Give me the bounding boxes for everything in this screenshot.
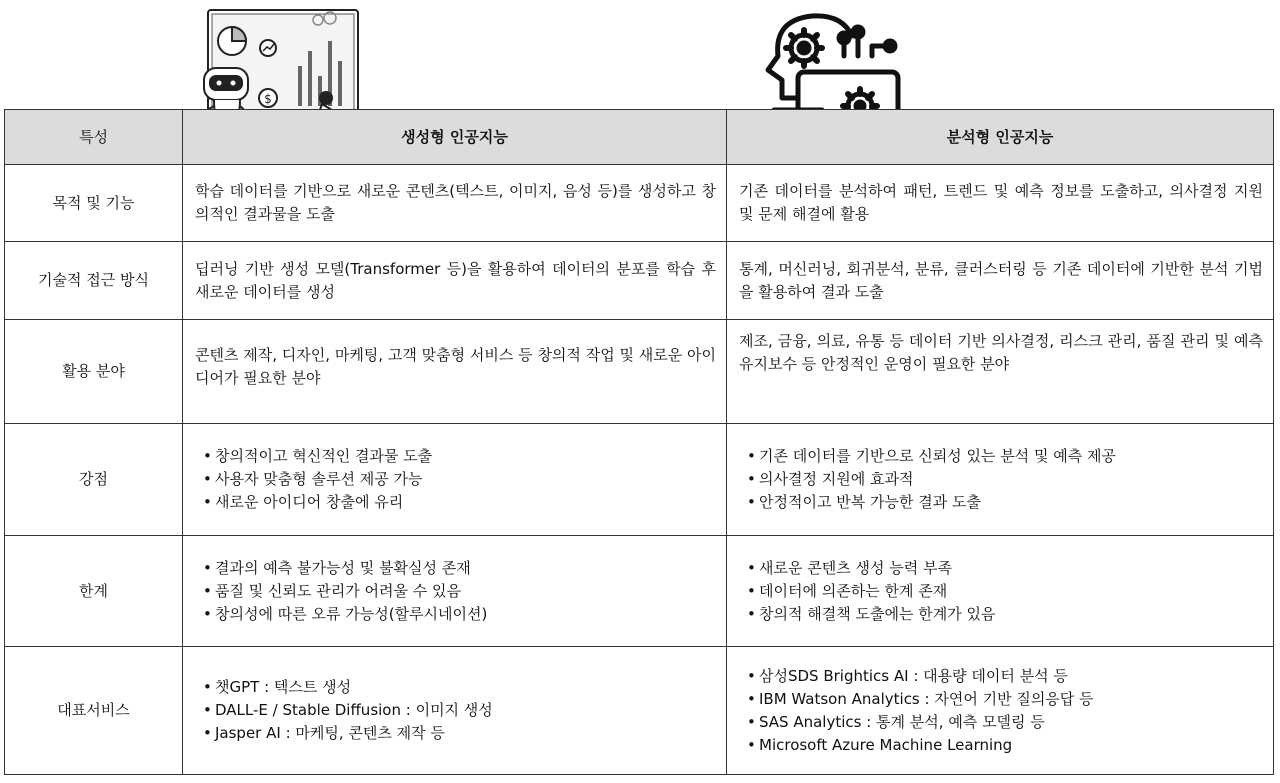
table-row: [5, 424, 1274, 536]
list-item: • 의사결정 지원에 효과적: [747, 468, 1263, 491]
row-label: 강점: [5, 424, 183, 536]
list-item: • 삼성SDS Brightics AI : 대용량 데이터 분석 등: [747, 665, 1263, 688]
list-item: • 창의성에 따른 오류 가능성(할루시네이션): [203, 603, 716, 626]
row-label: 활용 분야: [5, 320, 183, 424]
table-row: [5, 320, 1274, 424]
list-item: • DALL-E / Stable Diffusion : 이미지 생성: [203, 699, 716, 722]
row-label: 목적 및 기능: [5, 165, 183, 242]
list-item: • 창의적이고 혁신적인 결과물 도출: [203, 445, 716, 468]
analytical-ai-header: 분석형 인공지능: [727, 110, 1274, 165]
analytical-cell: 기존 데이터를 분석하여 패턴, 트렌드 및 예측 정보를 도출하고, 의사결정 지원 및 문제 해결에 활용: [727, 165, 1274, 242]
comparison-table: [4, 109, 1274, 775]
list-item: • 결과의 예측 불가능성 및 불확실성 존재: [203, 557, 716, 580]
list-item: • IBM Watson Analytics : 자연어 기반 질의응답 등: [747, 688, 1263, 711]
list-item: • 새로운 콘텐츠 생성 능력 부족: [747, 557, 1263, 580]
row-label: 대표서비스: [5, 647, 183, 775]
strengths-list-generative: [195, 445, 716, 514]
list-item: • 창의적 해결책 도출에는 한계가 있음: [747, 603, 1263, 626]
generative-cell: 딥러닝 기반 생성 모델(Transformer 등)을 활용하여 데이터의 분포를 학습 후 새로운 데이터를 생성: [183, 242, 727, 320]
list-item: • Microsoft Azure Machine Learning: [747, 734, 1263, 757]
list-item: • 안정적이고 반복 가능한 결과 도출: [747, 491, 1263, 514]
header-row: [5, 110, 1274, 165]
row-label: 한계: [5, 536, 183, 647]
generative-cell: 학습 데이터를 기반으로 새로운 콘텐츠(텍스트, 이미지, 음성 등)를 생성하고 창의적인 결과물을 도출: [183, 165, 727, 242]
analytical-cell: 제조, 금융, 의료, 유통 등 데이터 기반 의사결정, 리스크 관리, 품질 관리 및 예측 유지보수 등 안정적인 운영이 필요한 분야: [727, 320, 1274, 424]
analytical-cell: [727, 424, 1274, 536]
list-item: • Jasper AI : 마케팅, 콘텐츠 제작 등: [203, 722, 716, 745]
analytical-cell: [727, 536, 1274, 647]
limitations-list-analytical: [739, 557, 1263, 626]
generative-cell: [183, 647, 727, 775]
table-row: [5, 242, 1274, 320]
generative-cell: [183, 536, 727, 647]
list-item: • 사용자 맞춤형 솔루션 제공 가능: [203, 468, 716, 491]
list-item: • 새로운 아이디어 창출에 유리: [203, 491, 716, 514]
analytical-cell: [727, 647, 1274, 775]
feature-header: 특성: [5, 110, 183, 165]
list-item: • 기존 데이터를 기반으로 신뢰성 있는 분석 및 예측 제공: [747, 445, 1263, 468]
generative-ai-header: 생성형 인공지능: [183, 110, 727, 165]
list-item: • SAS Analytics : 통계 분석, 예측 모델링 등: [747, 711, 1263, 734]
strengths-list-analytical: [739, 445, 1263, 514]
list-item: • 챗GPT : 텍스트 생성: [203, 676, 716, 699]
limitations-list-generative: [195, 557, 716, 626]
list-item: • 데이터에 의존하는 한계 존재: [747, 580, 1263, 603]
generative-cell: 콘텐츠 제작, 디자인, 마케팅, 고객 맞춤형 서비스 등 창의적 작업 및 새로운 아이디어가 필요한 분야: [183, 320, 727, 424]
analytical-cell: 통계, 머신러닝, 회귀분석, 분류, 클러스터링 등 기존 데이터에 기반한 분석 기법을 활용하여 결과 도출: [727, 242, 1274, 320]
table-row: [5, 536, 1274, 647]
row-label: 기술적 접근 방식: [5, 242, 183, 320]
table-row: [5, 165, 1274, 242]
services-list-analytical: [739, 665, 1263, 757]
svg-text:$: $: [264, 92, 272, 106]
generative-cell: [183, 424, 727, 536]
services-list-generative: [195, 676, 716, 745]
table-row: [5, 647, 1274, 775]
list-item: • 품질 및 신뢰도 관리가 어려울 수 있음: [203, 580, 716, 603]
